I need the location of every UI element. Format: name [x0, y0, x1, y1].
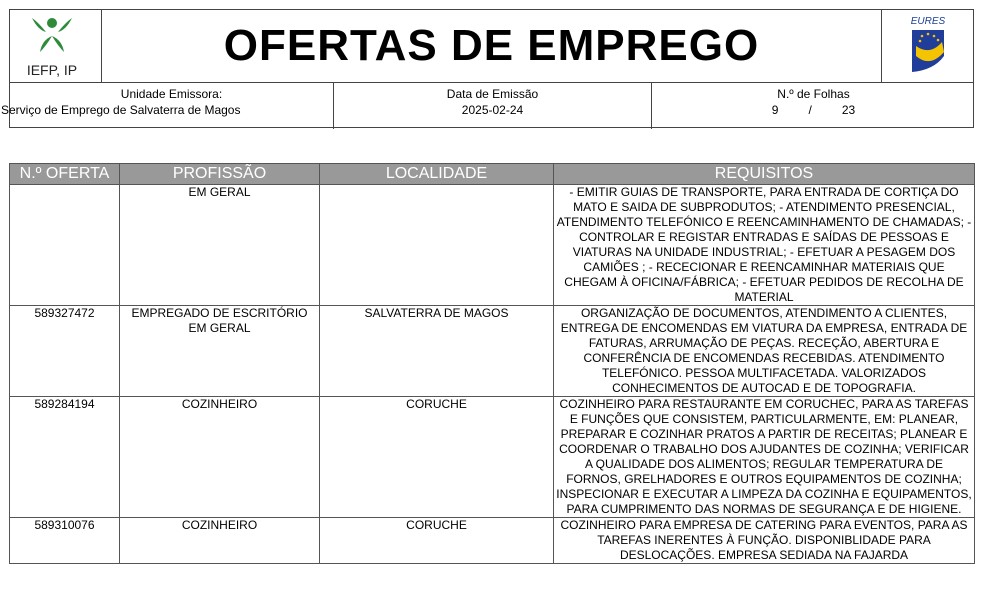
cell-oferta: 589284194 [10, 397, 120, 518]
table-row [10, 518, 975, 564]
eures-text: EURES [910, 16, 946, 27]
eures-logo-icon [882, 10, 974, 82]
header-meta [1, 82, 973, 129]
cell-localidade: SALVATERRA DE MAGOS [320, 306, 554, 397]
data-emissao [334, 83, 652, 129]
folhas-separator: / [808, 103, 812, 117]
data-label: Data de Emissão [446, 87, 539, 101]
col-header-requisitos: REQUISITOS [554, 164, 975, 185]
folhas-total: 23 [841, 103, 856, 117]
folhas-label: N.º de Folhas [777, 87, 850, 101]
cell-oferta [10, 185, 120, 306]
cell-localidade: CORUCHE [320, 518, 554, 564]
cell-localidade [320, 185, 554, 306]
table-header-row [10, 164, 975, 185]
unidade-value: Serviço de Emprego de Salvaterra de Magos [1, 103, 241, 117]
cell-requisitos: COZINHEIRO PARA RESTAURANTE EM CORUCHEC, PARA AS TAREFAS E FUNÇÕES QUE CONSISTEM, PARTICULARMENTE, EM: PLANEAR, PREPARAR E COZINHAR PRATOS A PARTIR DE RECEITAS; PLANEAR E COORDENAR O TRABALHO DOS AJUDANTES DE COZINHA; VERIFICAR A QUALIDADE DOS ALIMENTOS; REGULAR TEMPERATURA DE FORNOS, GRELHADORES E OUTROS EQUIPAMENTOS DE COZINHA; INSPECIONAR E EXECUTAR A LIMPEZA DA COZINHA E EQUIPAMENTOS, PARA CUMPRIMENTO DAS NORMAS DE SEGURANÇA E DE HIGIENE. [554, 397, 975, 518]
cell-requisitos: ORGANIZAÇÃO DE DOCUMENTOS, ATENDIMENTO A CLIENTES, ENTREGA DE ENCOMENDAS EM VIATURA DA EMPRESA, ENTRADA DE FATURAS, ARRUMAÇÃO DE PEÇAS. RECEÇÃO, ABERTURA E CONFERÊNCIA DE ENCOMENDAS RECEBIDAS. ATENDIMENTO TELEFÓNICO. PESSOA MULTIFACETADA. VALORIZADOS CONHECIMENTOS DE AUTOCAD E DE TOPOGRAFIA. [554, 306, 975, 397]
offers-table [9, 163, 975, 564]
col-header-profissao: PROFISSÃO [120, 164, 320, 185]
data-value: 2025-02-24 [461, 103, 524, 117]
cell-oferta: 589327472 [10, 306, 120, 397]
logo-text: IEFP, IP [26, 62, 78, 78]
iefp-logo-icon [10, 10, 102, 82]
cell-oferta: 589310076 [10, 518, 120, 564]
cell-requisitos: - EMITIR GUIAS DE TRANSPORTE, PARA ENTRADA DE CORTIÇA DO MATO E SAIDA DE SUBPRODUTOS; - ATENDIMENTO PRESENCIAL, ATENDIMENTO TELEFÓNICO E REENCAMINHAMENTO DE CHAMADAS; - CONTROLAR E REGISTAR ENTRADAS E SAÍDAS DE PESSOAS E VIATURAS NA UNIDADE INDUSTRIAL; - EFETUAR A PESAGEM DOS CAMIÕES ; - RECECIONAR E REENCAMINHAR MATERIAIS QUE CHEGAM À OFICINA/FÁBRICA; - EFETUAR PEDIDOS DE RECOLHA DE MATERIAL [554, 185, 975, 306]
col-header-oferta: N.º OFERTA [10, 164, 120, 185]
cell-profissao: COZINHEIRO [120, 518, 320, 564]
iefp-logo [10, 10, 102, 82]
table-row [10, 185, 975, 306]
unidade-label: Unidade Emissora: [120, 87, 223, 101]
page-title: OFERTAS DE EMPREGO [223, 21, 760, 70]
cell-profissao: EM GERAL [120, 185, 320, 306]
unidade-emissora [1, 83, 334, 129]
cell-requisitos: COZINHEIRO PARA EMPRESA DE CATERING PARA EVENTOS, PARA AS TAREFAS INERENTES À FUNÇÃO. DISPONIBLIDADE PARA DESLOCAÇÕES. EMPRESA SEDIADA NA FAJARDA [554, 518, 975, 564]
document-header [1, 9, 974, 128]
table-row [10, 306, 975, 397]
cell-localidade: CORUCHE [320, 397, 554, 518]
numero-folhas [652, 83, 975, 129]
eures-logo [881, 10, 973, 82]
table-row [10, 397, 975, 518]
col-header-localidade: LOCALIDADE [320, 164, 554, 185]
cell-profissao: EMPREGADO DE ESCRITÓRIO EM GERAL [120, 306, 320, 397]
cell-profissao: COZINHEIRO [120, 397, 320, 518]
folhas-current: 9 [771, 103, 779, 117]
